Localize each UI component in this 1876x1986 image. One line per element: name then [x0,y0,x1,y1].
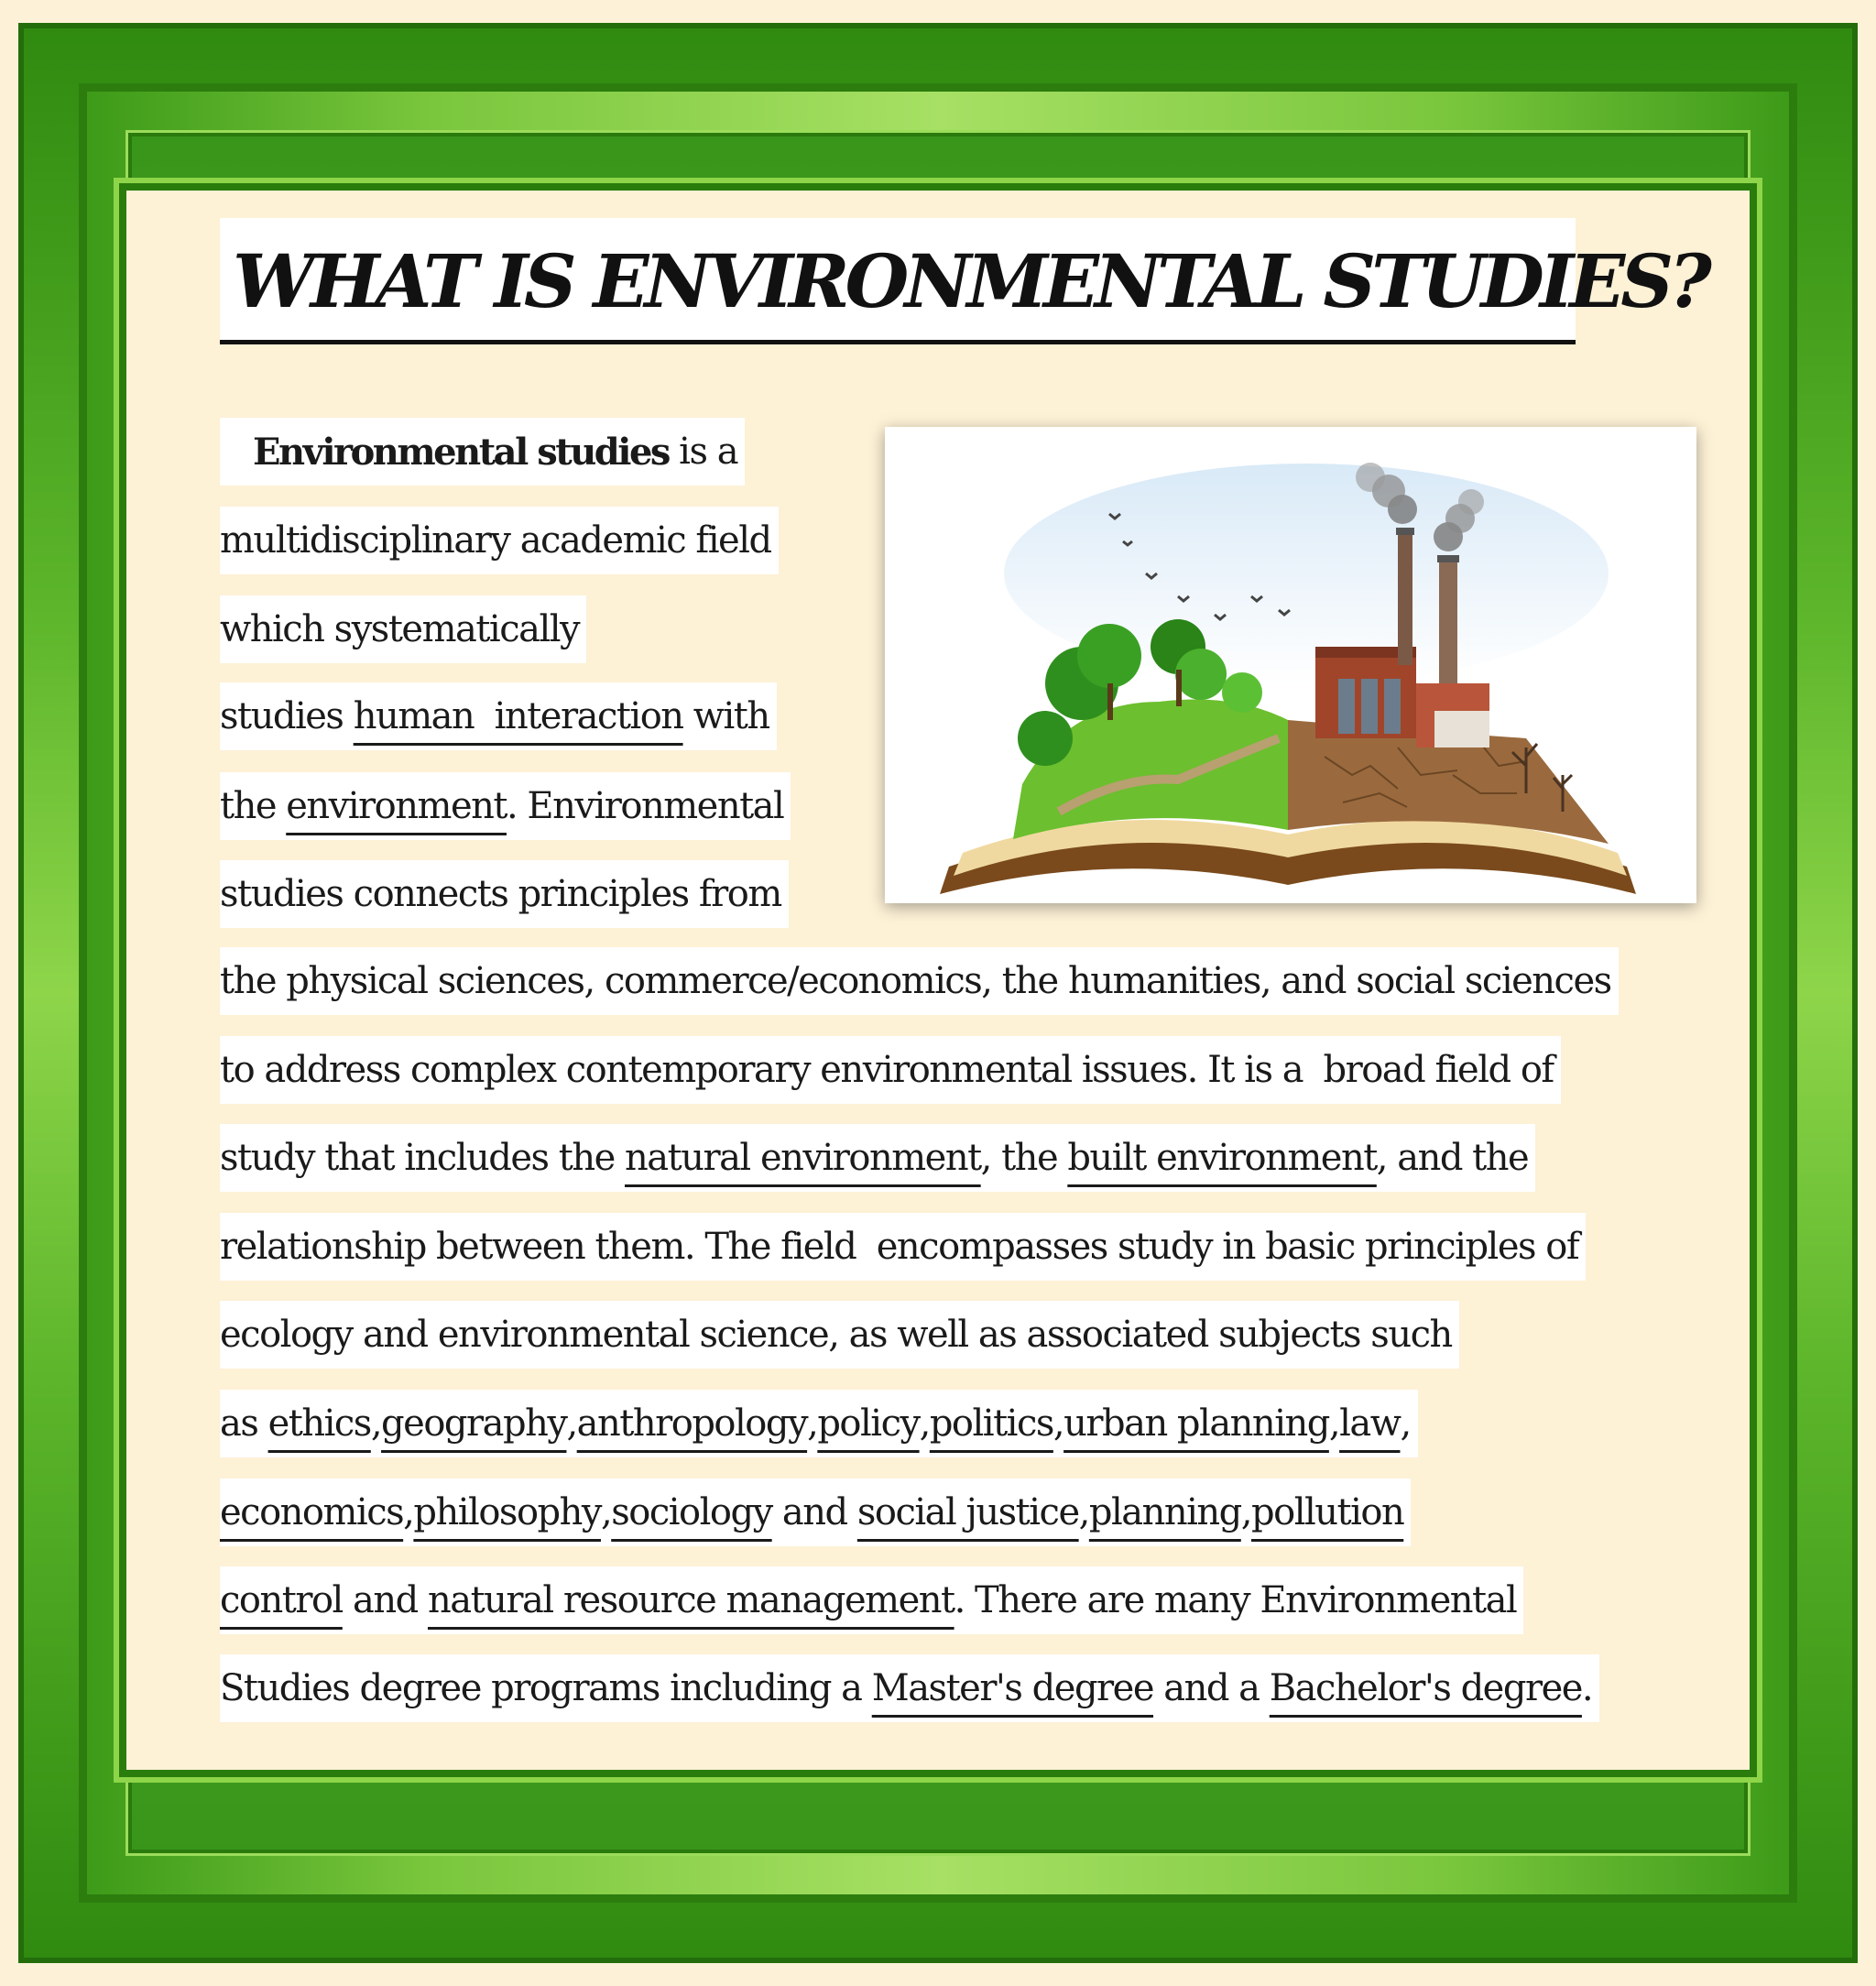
link-politics[interactable]: politics [929,1402,1053,1445]
link-geography[interactable]: geography [381,1402,567,1445]
text-segment: the [220,785,287,827]
text-line [220,1036,1561,1104]
comma: , [1240,1491,1251,1533]
link-natural-resource-management[interactable]: natural resource management [427,1579,954,1621]
link-sociology[interactable]: sociology [611,1491,772,1533]
comma: , [1328,1402,1340,1445]
link-built-environment[interactable]: built environment [1067,1137,1377,1179]
link-ethics[interactable]: ethics [267,1402,371,1445]
text-segment: studies [220,695,354,737]
link-planning[interactable]: planning [1088,1491,1241,1533]
text-line [220,595,586,663]
comma: , [807,1402,818,1445]
link-masters-degree[interactable]: Master's degree [871,1667,1154,1709]
text-segment: the physical sciences, commerce/economics, the humanities, and social sciences [220,960,1611,1002]
link-pollution-control[interactable]: control [220,1579,343,1621]
page-title: WHAT IS ENVIRONMENTAL STUDIES? [233,238,1707,324]
link-philosophy[interactable]: philosophy [413,1491,601,1533]
term-environmental-studies: Environmental studies [253,430,669,474]
link-environment[interactable]: environment [286,785,507,827]
text-segment: ecology and environmental science, as well as associated subjects such [220,1314,1452,1356]
text-segment: , and the [1376,1137,1529,1179]
comma: , [1078,1491,1089,1533]
link-human-interaction[interactable]: human interaction [353,695,683,737]
link-natural-environment[interactable]: natural environment [625,1137,981,1179]
link-bachelors-degree[interactable]: Bachelor's degree [1269,1667,1582,1709]
illustration-image [885,427,1696,903]
text-segment: relationship between them. The field encompasses study in basic principles of [220,1226,1579,1268]
link-social-justice[interactable]: social justice [856,1491,1079,1533]
comma: , [919,1402,930,1445]
comma: , [1400,1402,1411,1445]
text-segment: which systematically [220,608,580,650]
text-segment: . [1581,1667,1593,1709]
comma: , [566,1402,577,1445]
text-segment: studies connects principles from [220,873,781,915]
link-pollution[interactable]: pollution [1251,1491,1404,1533]
text-segment: . Environmental [506,785,784,827]
text-line [220,947,1619,1015]
text-line [220,507,779,574]
comma: , [600,1491,612,1533]
comma: , [403,1491,414,1533]
text-segment: and a [1153,1667,1270,1709]
text-segment: . There are many Environmental [954,1579,1517,1621]
text-segment: Studies degree programs including a [220,1667,872,1709]
text-segment: multidisciplinary academic field [220,519,771,562]
link-policy[interactable]: policy [817,1402,920,1445]
text-segment: as [220,1402,268,1445]
text-line [220,1390,1418,1457]
text-line [220,1301,1459,1369]
text-segment: with [682,695,769,737]
comma: , [370,1402,382,1445]
link-anthropology[interactable]: anthropology [576,1402,808,1445]
text-segment: , the [980,1137,1068,1179]
comma: , [1053,1402,1064,1445]
text-line [220,418,745,486]
text-line [220,1479,1411,1546]
text-line [220,1213,1586,1281]
open-book-nature-vs-industry-icon [885,427,1696,903]
link-urban-planning[interactable]: urban planning [1063,1402,1329,1445]
link-law[interactable]: law [1339,1402,1401,1445]
text-segment: and [771,1491,857,1533]
text-line [220,1124,1535,1192]
text-segment: to address complex contemporary environmental issues. It is a broad field of [220,1049,1554,1091]
title-box [220,218,1707,344]
text-line [220,682,777,750]
text-line [220,1654,1599,1722]
text-line [220,772,791,840]
text-segment: is a [668,431,738,473]
text-line [220,1566,1523,1634]
link-economics[interactable]: economics [220,1491,404,1533]
text-line [220,860,789,928]
text-segment: study that includes the [220,1137,626,1179]
text-segment: and [342,1579,428,1621]
